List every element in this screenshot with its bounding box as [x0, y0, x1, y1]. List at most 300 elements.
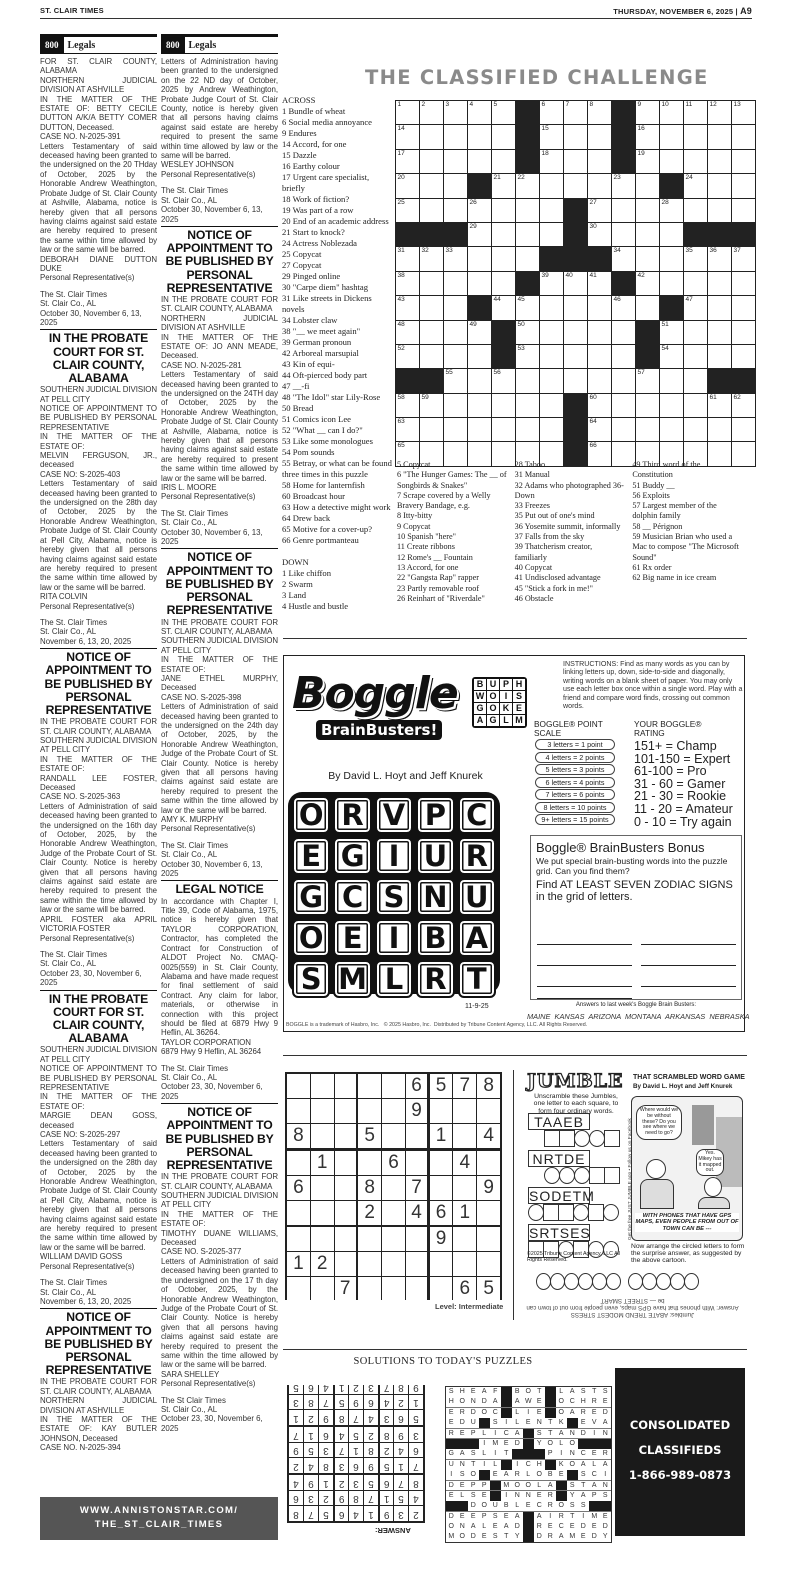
- crossword-cell[interactable]: [612, 394, 635, 417]
- crossword-cell[interactable]: [708, 296, 731, 319]
- crossword-cell[interactable]: [468, 272, 491, 295]
- crossword-cell[interactable]: [732, 296, 755, 319]
- crossword-cell[interactable]: [660, 199, 683, 222]
- crossword-cell[interactable]: [636, 125, 659, 148]
- crossword-cell[interactable]: [420, 247, 443, 270]
- crossword-cell[interactable]: [684, 369, 707, 392]
- crossword-cell[interactable]: [660, 394, 683, 417]
- crossword-cell[interactable]: [516, 369, 539, 392]
- crossword-cell[interactable]: [396, 125, 419, 148]
- crossword-cell[interactable]: [732, 199, 755, 222]
- boggle-letter-tile[interactable]: S: [375, 878, 413, 916]
- boggle-letter-tile[interactable]: O: [292, 796, 330, 834]
- sudoku-cell[interactable]: [287, 1151, 310, 1175]
- crossword-cell[interactable]: [708, 199, 731, 222]
- sudoku-cell[interactable]: [430, 1099, 453, 1123]
- crossword-cell[interactable]: [684, 296, 707, 319]
- crossword-cell[interactable]: [732, 174, 755, 197]
- crossword-cell[interactable]: [540, 150, 563, 173]
- sudoku-cell[interactable]: [358, 1252, 381, 1276]
- sudoku-cell[interactable]: [477, 1099, 500, 1123]
- sudoku-cell[interactable]: [382, 1099, 405, 1123]
- sudoku-cell[interactable]: [453, 1099, 476, 1123]
- crossword-cell[interactable]: [516, 345, 539, 368]
- ad-phone[interactable]: 1-866-989-0873: [628, 1468, 732, 1482]
- crossword-cell[interactable]: [732, 247, 755, 270]
- crossword-cell[interactable]: [468, 223, 491, 246]
- crossword-cell[interactable]: [396, 321, 419, 344]
- jumble-answer-boxes[interactable]: [545, 1130, 620, 1147]
- crossword-cell[interactable]: [396, 418, 419, 441]
- answer-line[interactable]: [537, 986, 632, 987]
- crossword-cell[interactable]: [612, 369, 635, 392]
- crossword-cell[interactable]: [684, 394, 707, 417]
- crossword-cell[interactable]: [492, 223, 515, 246]
- crossword-cell[interactable]: [636, 247, 659, 270]
- letter-slot[interactable]: [604, 1130, 620, 1147]
- sudoku-cell[interactable]: [430, 1151, 453, 1175]
- sudoku-cell[interactable]: [477, 1201, 500, 1225]
- boggle-letter-tile[interactable]: U: [458, 878, 496, 916]
- sudoku-cell[interactable]: [287, 1074, 310, 1098]
- sudoku-cell[interactable]: [311, 1227, 334, 1251]
- crossword-cell[interactable]: [468, 321, 491, 344]
- crossword-cell[interactable]: [636, 150, 659, 173]
- crossword-cell[interactable]: [708, 272, 731, 295]
- crossword-cell[interactable]: [468, 150, 491, 173]
- crossword-cell[interactable]: [444, 199, 467, 222]
- crossword-cell[interactable]: [540, 174, 563, 197]
- crossword-cell[interactable]: [396, 174, 419, 197]
- crossword-cell[interactable]: [492, 199, 515, 222]
- crossword-cell[interactable]: [612, 418, 635, 441]
- boggle-letter-tile[interactable]: E: [292, 837, 330, 875]
- crossword-cell[interactable]: [660, 369, 683, 392]
- crossword-cell[interactable]: [492, 247, 515, 270]
- sudoku-cell[interactable]: [406, 1252, 427, 1276]
- crossword-cell[interactable]: [420, 418, 443, 441]
- crossword-cell[interactable]: [612, 321, 635, 344]
- crossword-cell[interactable]: [612, 199, 635, 222]
- website-link[interactable]: [40, 1497, 278, 1540]
- crossword-cell[interactable]: [396, 272, 419, 295]
- crossword-cell[interactable]: [564, 296, 587, 319]
- crossword-cell[interactable]: [636, 418, 659, 441]
- sudoku-cell[interactable]: [311, 1277, 334, 1301]
- boggle-letter-tile[interactable]: B: [416, 919, 454, 957]
- letter-slot[interactable]: [543, 1204, 559, 1221]
- boggle-letter-tile[interactable]: L: [375, 960, 413, 998]
- crossword-cell[interactable]: [708, 125, 731, 148]
- crossword-cell[interactable]: [444, 345, 467, 368]
- crossword-cell[interactable]: [612, 223, 635, 246]
- crossword-cell[interactable]: [588, 296, 611, 319]
- crossword-cell[interactable]: [684, 101, 707, 124]
- crossword-cell[interactable]: [660, 125, 683, 148]
- crossword-cell[interactable]: [468, 199, 491, 222]
- crossword-cell[interactable]: [468, 125, 491, 148]
- crossword-cell[interactable]: [732, 394, 755, 417]
- answer-line[interactable]: [537, 965, 632, 966]
- boggle-letter-tile[interactable]: C: [333, 878, 371, 916]
- crossword-cell[interactable]: [588, 125, 611, 148]
- answer-line[interactable]: [537, 944, 632, 945]
- sudoku-cell[interactable]: [311, 1176, 334, 1200]
- crossword-cell[interactable]: [732, 345, 755, 368]
- crossword-cell[interactable]: [684, 150, 707, 173]
- sudoku-cell[interactable]: [311, 1074, 334, 1098]
- boggle-letter-grid[interactable]: [288, 792, 500, 994]
- sudoku-grid[interactable]: [285, 1072, 502, 1300]
- sudoku-cell[interactable]: [430, 1277, 453, 1301]
- crossword-cell[interactable]: [516, 394, 539, 417]
- crossword-cell[interactable]: [444, 247, 467, 270]
- circle-letter-slot[interactable]: [528, 1204, 544, 1221]
- crossword-cell[interactable]: [564, 150, 587, 173]
- crossword-cell[interactable]: [492, 150, 515, 173]
- crossword-cell[interactable]: [444, 150, 467, 173]
- letter-slot[interactable]: [589, 1167, 605, 1184]
- crossword-cell[interactable]: [444, 394, 467, 417]
- jumble-answer-boxes[interactable]: [529, 1204, 619, 1221]
- boggle-letter-tile[interactable]: O: [292, 919, 330, 957]
- crossword-cell[interactable]: [444, 369, 467, 392]
- crossword-cell[interactable]: [420, 272, 443, 295]
- crossword-cell[interactable]: [492, 272, 515, 295]
- sudoku-cell[interactable]: [335, 1124, 356, 1148]
- boggle-letter-tile[interactable]: M: [333, 960, 371, 998]
- crossword-cell[interactable]: [420, 199, 443, 222]
- answer-circle-slot[interactable]: [628, 1273, 643, 1290]
- crossword-cell[interactable]: [636, 101, 659, 124]
- boggle-letter-tile[interactable]: C: [458, 796, 496, 834]
- crossword-cell[interactable]: [444, 125, 467, 148]
- answer-circle-slot[interactable]: [642, 1273, 657, 1290]
- crossword-cell[interactable]: [468, 394, 491, 417]
- crossword-cell[interactable]: [540, 101, 563, 124]
- crossword-cell[interactable]: [660, 247, 683, 270]
- crossword-cell[interactable]: [420, 101, 443, 124]
- letter-slot[interactable]: [588, 1204, 604, 1221]
- letter-slot[interactable]: [558, 1204, 574, 1221]
- crossword-cell[interactable]: [444, 101, 467, 124]
- crossword-cell[interactable]: [708, 174, 731, 197]
- boggle-letter-tile[interactable]: P: [416, 796, 454, 834]
- answer-circle-slot[interactable]: [656, 1273, 671, 1290]
- crossword-cell[interactable]: [444, 272, 467, 295]
- crossword-cell[interactable]: [396, 199, 419, 222]
- crossword-cell[interactable]: [636, 223, 659, 246]
- crossword-cell[interactable]: [492, 418, 515, 441]
- letter-slot[interactable]: [544, 1130, 560, 1147]
- crossword-cell[interactable]: [684, 272, 707, 295]
- crossword-cell[interactable]: [468, 369, 491, 392]
- crossword-cell[interactable]: [660, 321, 683, 344]
- sudoku-cell[interactable]: [382, 1252, 405, 1276]
- crossword-cell[interactable]: [492, 101, 515, 124]
- crossword-cell[interactable]: [732, 418, 755, 441]
- sudoku-cell[interactable]: [287, 1099, 310, 1123]
- sudoku-cell[interactable]: [287, 1227, 310, 1251]
- answer-word-slots[interactable]: [537, 1273, 621, 1290]
- crossword-cell[interactable]: [612, 247, 635, 270]
- crossword-cell[interactable]: [588, 150, 611, 173]
- crossword-cell[interactable]: [708, 150, 731, 173]
- crossword-cell[interactable]: [732, 101, 755, 124]
- crossword-cell[interactable]: [540, 345, 563, 368]
- crossword-cell[interactable]: [588, 199, 611, 222]
- sudoku-cell[interactable]: [311, 1124, 334, 1148]
- crossword-cell[interactable]: [396, 394, 419, 417]
- sudoku-cell[interactable]: [382, 1176, 405, 1200]
- letter-slot[interactable]: [604, 1167, 620, 1184]
- crossword-cell[interactable]: [636, 272, 659, 295]
- crossword-cell[interactable]: [684, 247, 707, 270]
- crossword-cell[interactable]: [612, 345, 635, 368]
- crossword-cell[interactable]: [444, 174, 467, 197]
- crossword-cell[interactable]: [660, 345, 683, 368]
- crossword-cell[interactable]: [396, 296, 419, 319]
- sudoku-cell[interactable]: [311, 1201, 334, 1225]
- boggle-letter-tile[interactable]: R: [458, 837, 496, 875]
- sudoku-cell[interactable]: [358, 1277, 381, 1301]
- sudoku-cell[interactable]: [358, 1099, 381, 1123]
- crossword-cell[interactable]: [684, 174, 707, 197]
- sudoku-cell[interactable]: [382, 1201, 405, 1225]
- boggle-letter-tile[interactable]: R: [416, 960, 454, 998]
- crossword-cell[interactable]: [516, 418, 539, 441]
- sudoku-cell[interactable]: [335, 1099, 356, 1123]
- crossword-cell[interactable]: [516, 296, 539, 319]
- crossword-cell[interactable]: [540, 394, 563, 417]
- answer-line[interactable]: [641, 986, 736, 987]
- sudoku-cell[interactable]: [335, 1074, 356, 1098]
- sudoku-cell[interactable]: [453, 1252, 476, 1276]
- crossword-cell[interactable]: [564, 345, 587, 368]
- sudoku-cell[interactable]: [406, 1124, 427, 1148]
- crossword-cell[interactable]: [732, 272, 755, 295]
- crossword-cell[interactable]: [708, 394, 731, 417]
- sudoku-cell[interactable]: [406, 1277, 427, 1301]
- sudoku-cell[interactable]: [406, 1227, 427, 1251]
- crossword-cell[interactable]: [660, 150, 683, 173]
- crossword-cell[interactable]: [708, 418, 731, 441]
- sudoku-cell[interactable]: [477, 1151, 500, 1175]
- crossword-cell[interactable]: [492, 174, 515, 197]
- crossword-cell[interactable]: [564, 101, 587, 124]
- boggle-letter-tile[interactable]: S: [292, 960, 330, 998]
- crossword-cell[interactable]: [492, 125, 515, 148]
- crossword-cell[interactable]: [564, 174, 587, 197]
- crossword-cell[interactable]: [708, 345, 731, 368]
- crossword-cell[interactable]: [588, 174, 611, 197]
- boggle-letter-tile[interactable]: E: [333, 919, 371, 957]
- crossword-cell[interactable]: [660, 418, 683, 441]
- sudoku-cell[interactable]: [335, 1176, 356, 1200]
- circle-letter-slot[interactable]: [573, 1204, 589, 1221]
- sudoku-cell[interactable]: [358, 1151, 381, 1175]
- crossword-cell[interactable]: [420, 150, 443, 173]
- boggle-letter-tile[interactable]: U: [416, 837, 454, 875]
- crossword-cell[interactable]: [468, 101, 491, 124]
- sudoku-cell[interactable]: [453, 1227, 476, 1251]
- sudoku-cell[interactable]: [477, 1227, 500, 1251]
- crossword-cell[interactable]: [468, 345, 491, 368]
- answer-circle-slot[interactable]: [550, 1273, 565, 1290]
- boggle-letter-tile[interactable]: G: [292, 878, 330, 916]
- crossword-cell[interactable]: [684, 125, 707, 148]
- crossword-cell[interactable]: [588, 345, 611, 368]
- crossword-cell[interactable]: [660, 272, 683, 295]
- crossword-cell[interactable]: [636, 369, 659, 392]
- sudoku-cell[interactable]: [453, 1176, 476, 1200]
- crossword-cell[interactable]: [684, 321, 707, 344]
- sudoku-cell[interactable]: [382, 1074, 405, 1098]
- crossword-cell[interactable]: [540, 296, 563, 319]
- crossword-cell[interactable]: [420, 174, 443, 197]
- crossword-cell[interactable]: [636, 174, 659, 197]
- crossword-cell[interactable]: [420, 394, 443, 417]
- boggle-letter-tile[interactable]: G: [333, 837, 371, 875]
- crossword-cell[interactable]: [444, 418, 467, 441]
- crossword-cell[interactable]: [684, 199, 707, 222]
- crossword-cell[interactable]: [564, 125, 587, 148]
- crossword-cell[interactable]: [708, 101, 731, 124]
- crossword-cell[interactable]: [492, 394, 515, 417]
- boggle-letter-tile[interactable]: I: [375, 919, 413, 957]
- circle-letter-slot[interactable]: [603, 1204, 619, 1221]
- answer-word-slots[interactable]: [629, 1273, 699, 1290]
- crossword-cell[interactable]: [612, 174, 635, 197]
- boggle-letter-tile[interactable]: N: [416, 878, 454, 916]
- circle-letter-slot[interactable]: [589, 1130, 605, 1147]
- sudoku-cell[interactable]: [382, 1227, 405, 1251]
- crossword-cell[interactable]: [564, 272, 587, 295]
- answer-line[interactable]: [641, 944, 736, 945]
- answer-line[interactable]: [537, 998, 632, 999]
- crossword-cell[interactable]: [540, 272, 563, 295]
- circle-letter-slot[interactable]: [574, 1167, 590, 1184]
- crossword-cell[interactable]: [588, 321, 611, 344]
- circle-letter-slot[interactable]: [574, 1130, 590, 1147]
- answer-circle-slot[interactable]: [592, 1273, 607, 1290]
- crossword-cell[interactable]: [492, 369, 515, 392]
- crossword-cell[interactable]: [684, 345, 707, 368]
- crossword-cell[interactable]: [420, 296, 443, 319]
- sudoku-cell[interactable]: [335, 1151, 356, 1175]
- jumble-answer-slots[interactable]: [537, 1273, 699, 1290]
- sudoku-cell[interactable]: [382, 1124, 405, 1148]
- sudoku-cell[interactable]: [477, 1252, 500, 1276]
- sudoku-cell[interactable]: [430, 1176, 453, 1200]
- sudoku-cell[interactable]: [335, 1201, 356, 1225]
- answer-circle-slot[interactable]: [670, 1273, 685, 1290]
- crossword-cell[interactable]: [540, 321, 563, 344]
- crossword-cell[interactable]: [396, 345, 419, 368]
- boggle-letter-tile[interactable]: V: [375, 796, 413, 834]
- crossword-cell[interactable]: [516, 199, 539, 222]
- boggle-letter-tile[interactable]: R: [333, 796, 371, 834]
- crossword-cell[interactable]: [420, 345, 443, 368]
- crossword-cell[interactable]: [516, 174, 539, 197]
- crossword-cell[interactable]: [684, 418, 707, 441]
- crossword-cell[interactable]: [540, 223, 563, 246]
- crossword-cell[interactable]: [396, 150, 419, 173]
- crossword-cell[interactable]: [564, 369, 587, 392]
- crossword-cell[interactable]: [540, 418, 563, 441]
- boggle-letter-tile[interactable]: A: [458, 919, 496, 957]
- crossword-cell[interactable]: [396, 101, 419, 124]
- crossword-cell[interactable]: [588, 223, 611, 246]
- letter-slot[interactable]: [559, 1130, 575, 1147]
- crossword-cell[interactable]: [468, 247, 491, 270]
- crossword-cell[interactable]: [444, 321, 467, 344]
- answer-line[interactable]: [641, 965, 736, 966]
- crossword-cell[interactable]: [516, 223, 539, 246]
- crossword-cell[interactable]: [708, 247, 731, 270]
- sudoku-cell[interactable]: [453, 1124, 476, 1148]
- sudoku-cell[interactable]: [335, 1227, 356, 1251]
- sudoku-cell[interactable]: [287, 1277, 310, 1301]
- answer-circle-slot[interactable]: [564, 1273, 579, 1290]
- answer-circle-slot[interactable]: [606, 1273, 621, 1290]
- crossword-cell[interactable]: [396, 247, 419, 270]
- answer-circle-slot[interactable]: [536, 1273, 551, 1290]
- sudoku-cell[interactable]: [335, 1252, 356, 1276]
- boggle-letter-tile[interactable]: T: [458, 960, 496, 998]
- crossword-cell[interactable]: [420, 321, 443, 344]
- sudoku-cell[interactable]: [430, 1252, 453, 1276]
- sudoku-cell[interactable]: [311, 1099, 334, 1123]
- boggle-letter-tile[interactable]: I: [375, 837, 413, 875]
- crossword-cell[interactable]: [420, 125, 443, 148]
- crossword-cell[interactable]: [636, 394, 659, 417]
- crossword-cell[interactable]: [636, 296, 659, 319]
- crossword-cell[interactable]: [732, 150, 755, 173]
- jumble-answer-boxes[interactable]: [545, 1167, 620, 1184]
- crossword-cell[interactable]: [444, 296, 467, 319]
- answer-circle-slot[interactable]: [684, 1273, 699, 1290]
- crossword-cell[interactable]: [732, 125, 755, 148]
- crossword-cell[interactable]: [636, 199, 659, 222]
- sudoku-cell[interactable]: [406, 1151, 427, 1175]
- crossword-cell[interactable]: [492, 296, 515, 319]
- circle-letter-slot[interactable]: [559, 1167, 575, 1184]
- crossword-cell[interactable]: [516, 321, 539, 344]
- crossword-cell[interactable]: [708, 321, 731, 344]
- crossword-cell[interactable]: [660, 101, 683, 124]
- crossword-cell[interactable]: [660, 223, 683, 246]
- crossword-cell[interactable]: [564, 321, 587, 344]
- sudoku-cell[interactable]: [287, 1201, 310, 1225]
- sudoku-cell[interactable]: [382, 1277, 405, 1301]
- sudoku-cell[interactable]: [358, 1074, 381, 1098]
- sudoku-cell[interactable]: [358, 1227, 381, 1251]
- crossword-cell[interactable]: [588, 101, 611, 124]
- crossword-cell[interactable]: [540, 369, 563, 392]
- crossword-cell[interactable]: [588, 369, 611, 392]
- crossword-cell[interactable]: [540, 125, 563, 148]
- crossword-cell[interactable]: [588, 394, 611, 417]
- answer-circle-slot[interactable]: [578, 1273, 593, 1290]
- crossword-cell[interactable]: [612, 296, 635, 319]
- circle-letter-slot[interactable]: [544, 1167, 560, 1184]
- crossword-cell[interactable]: [468, 418, 491, 441]
- crossword-cell[interactable]: [588, 418, 611, 441]
- crossword-cell[interactable]: [540, 199, 563, 222]
- crossword-grid[interactable]: [395, 100, 756, 467]
- crossword-cell[interactable]: [588, 272, 611, 295]
